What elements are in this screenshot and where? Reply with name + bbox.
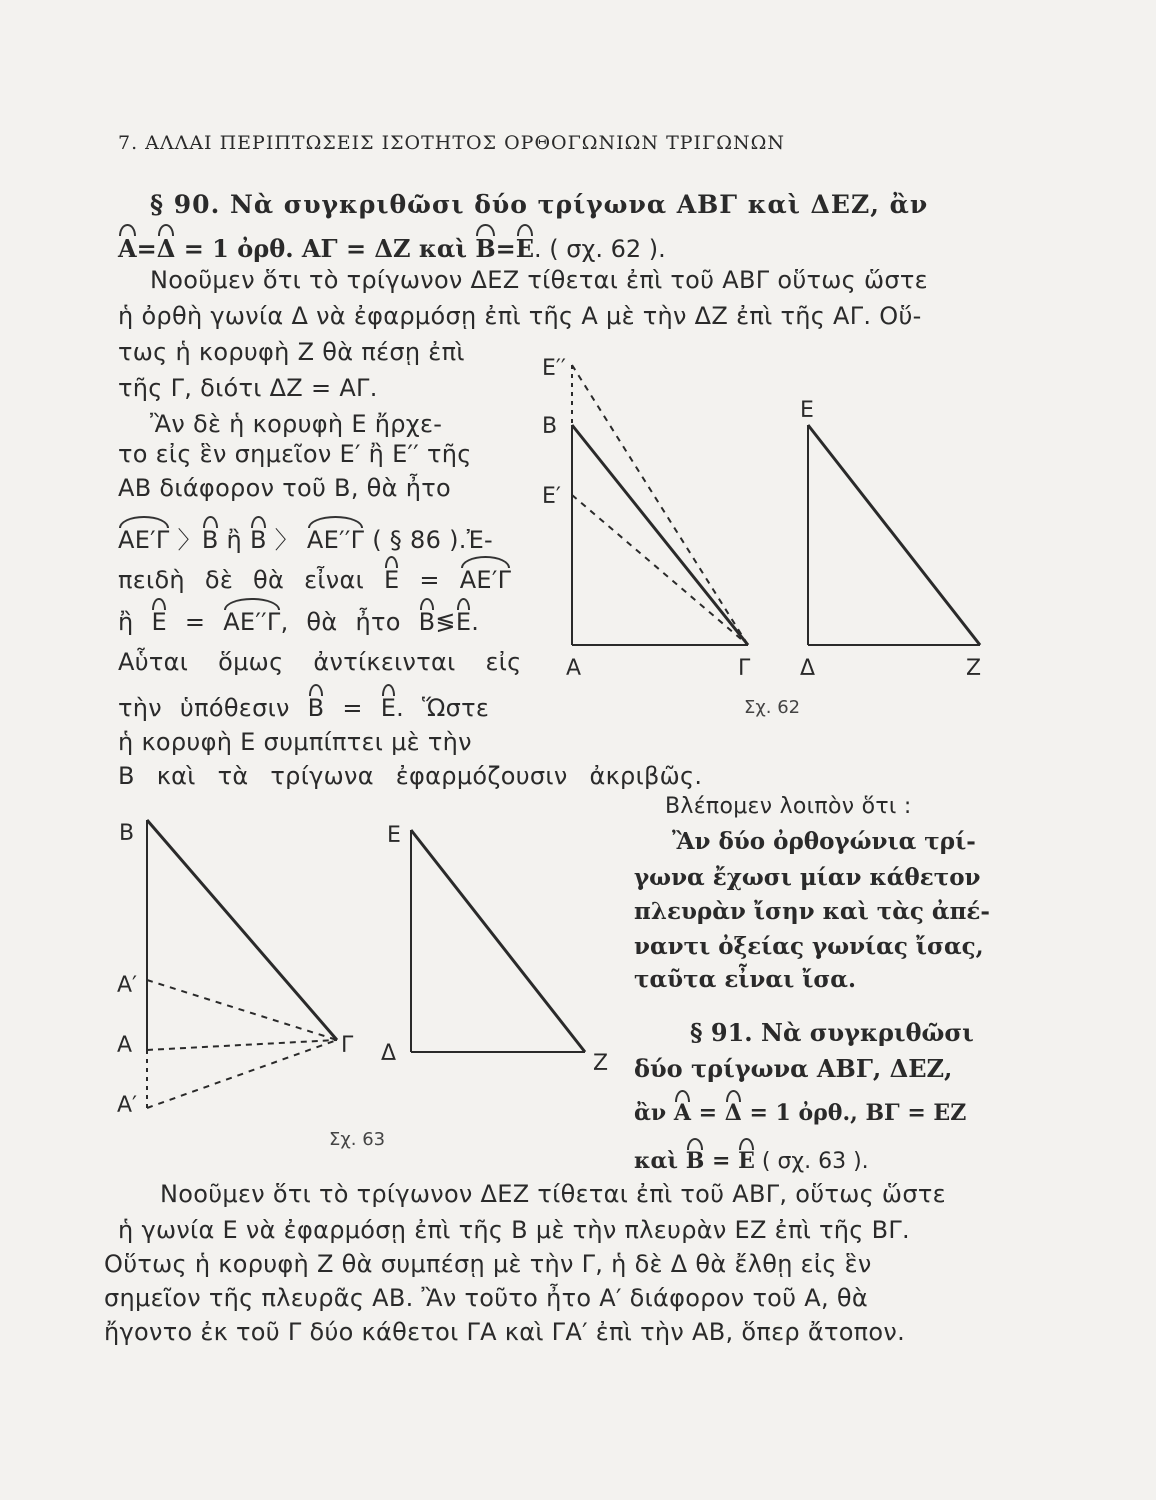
- rule-line: ταῦτα εἶναι ἴσα.: [634, 966, 857, 993]
- s91-body-line: Οὕτως ἡ κορυφὴ Ζ θὰ συμπέσῃ μὲ τὴν Γ, ἡ δὲ Δ θὰ ἔλθῃ εἰς ἓν: [104, 1250, 872, 1278]
- s90-line: [118, 566, 511, 594]
- text: , θὰ ἦτο: [280, 608, 401, 636]
- angle-A: Α: [118, 234, 137, 263]
- angle-E: Ε: [515, 234, 535, 263]
- fig63-side-BG: [147, 820, 337, 1040]
- s90-line: Ἂν δὲ ἡ κορυφὴ Ε ἤρχε-: [150, 410, 443, 438]
- s91-title: § 91. Νὰ συγκριθῶσι: [690, 1018, 974, 1047]
- angle-E: Ε: [151, 608, 167, 636]
- text: ἂν: [634, 1100, 674, 1126]
- fig63-caption: Σχ. 63: [329, 1129, 386, 1150]
- angle-A: Α: [673, 1100, 691, 1126]
- fig62-label: Γ: [738, 656, 751, 681]
- fig62-side-BG: [572, 425, 748, 645]
- angle: ΑΕ′Γ: [118, 526, 170, 554]
- angle-E: Ε: [455, 608, 472, 636]
- s91-condition: [634, 1148, 869, 1174]
- eq: =: [166, 608, 224, 636]
- fig63-label: Δ: [381, 1041, 397, 1066]
- fig62-label: Α: [566, 656, 582, 681]
- fig63-dashed-A2G: [147, 1040, 337, 1108]
- text: πειδὴ δὲ θὰ εἶναι: [118, 566, 365, 594]
- s90-line: Β καὶ τὰ τρίγωνα ἐφαρμόζουσιν ἀκριβῶς.: [118, 762, 703, 790]
- figure-63: [105, 810, 625, 1160]
- figure-62: [530, 345, 1000, 725]
- eq: =: [704, 1148, 739, 1174]
- fig62-label: Ε′: [542, 484, 561, 509]
- fig63-label: Α′: [117, 1093, 138, 1118]
- fig62-label: Β: [542, 414, 558, 439]
- fig63-label: Ε: [387, 823, 401, 848]
- text: . Ὥστε: [396, 694, 490, 722]
- or: ἢ: [218, 526, 250, 554]
- section-heading: 7. ΑΛΛΑΙ ΠΕΡΙΠΤΩΣΕΙΣ ΙΣΟΤΗΤΟΣ ΟΡΘΟΓΩΝΙΩΝ ΤΡΙΓΩΝΩΝ: [118, 132, 785, 154]
- angle-B: Β: [685, 1148, 705, 1174]
- gt: 〉: [266, 526, 307, 554]
- eq: =: [495, 234, 516, 263]
- fig62-dashed-E2: [572, 365, 748, 645]
- angle-E: Ε: [383, 566, 400, 594]
- angle-B: Β: [418, 608, 436, 636]
- rule-line: Ἂν δύο ὀρθογώνια τρί-: [672, 828, 976, 855]
- fig-ref: . ( σχ. 62 ).: [534, 235, 666, 263]
- fig62-side-EZ: [808, 425, 980, 645]
- s91-body-line: ἤγοντο ἐκ τοῦ Γ δύο κάθετοι ΓΑ καὶ ΓΑ′ ἐπὶ τὴν ΑΒ, ὅπερ ἄτοπον.: [104, 1318, 906, 1346]
- fig62-label: Ζ: [966, 656, 982, 681]
- angle: ΑΕ′′Γ: [223, 608, 281, 636]
- rule-line: ναντι ὀξείας γωνίας ἴσας,: [634, 933, 984, 960]
- fig63-side-EZ: [411, 830, 585, 1052]
- ref: ( § 86 ).Ἐ-: [364, 526, 494, 554]
- angle-B: Β: [249, 526, 267, 554]
- fig63-label: Β: [119, 821, 135, 846]
- fig63-label: Α′: [117, 973, 138, 998]
- eq: =: [690, 1100, 725, 1126]
- angle: ΑΕ′Γ: [459, 566, 512, 594]
- cond-rest: = 1 ὀρθ. ΑΓ = ΔΖ καὶ: [183, 234, 467, 263]
- s90-line: ΑΒ διάφορον τοῦ Β, θὰ ἦτο: [118, 474, 451, 502]
- le-ge: ≶: [435, 608, 456, 636]
- fig63-dashed-A1G: [147, 980, 337, 1040]
- s90-line: ἡ ὀρθὴ γωνία Δ νὰ ἐφαρμόσῃ ἐπὶ τῆς Α μὲ τὴν ΔΖ ἐπὶ τῆς ΑΓ. Οὕ-: [118, 302, 922, 330]
- fig62-label: Ε: [800, 398, 814, 423]
- angle: ΑΕ′′Γ: [306, 526, 365, 554]
- eq: =: [136, 234, 157, 263]
- s90-line: Νοοῦμεν ὅτι τὸ τρίγωνον ΔΕΖ τίθεται ἐπὶ τοῦ ΑΒΓ οὕτως ὥστε: [150, 266, 928, 294]
- s90-line: τῆς Γ, διότι ΔΖ = ΑΓ.: [118, 374, 378, 402]
- gt: 〉: [169, 526, 202, 554]
- angle-E: Ε: [738, 1148, 755, 1174]
- s91-condition: [634, 1100, 966, 1126]
- rule-line: γωνα ἔχωσι μίαν κάθετον: [634, 864, 981, 891]
- angle-B: Β: [201, 526, 219, 554]
- fig63-label: Γ: [341, 1033, 354, 1058]
- s90-inequality: [118, 520, 493, 555]
- fig62-dashed-E1: [572, 495, 748, 645]
- rule-intro: Βλέπομεν λοιπὸν ὅτι :: [665, 794, 912, 819]
- text: ἢ: [118, 608, 134, 636]
- dot: .: [471, 608, 480, 636]
- s90-condition: [118, 234, 666, 263]
- fig63-dashed-AG: [147, 1040, 337, 1050]
- angle-E: Ε: [380, 694, 397, 722]
- rule-line: πλευρὰν ἴσην καὶ τὰς ἀπέ-: [634, 898, 990, 925]
- s90-title: § 90. Νὰ συγκριθῶσι δύο τρίγωνα ΑΒΓ καὶ ΔΕΖ, ἂν: [150, 190, 929, 219]
- angle-D: Δ: [156, 234, 176, 263]
- eq: =: [324, 694, 381, 722]
- s90-line: το εἰς ἓν σημεῖον Ε′ ἢ Ε′′ τῆς: [118, 440, 472, 468]
- s90-line: [118, 608, 479, 636]
- fig63-label: Α: [117, 1033, 133, 1058]
- s91-body-line: ἡ γωνία Ε νὰ ἐφαρμόσῃ ἐπὶ τῆς Β μὲ τὴν πλευρὰν ΕΖ ἐπὶ τῆς ΒΓ.: [118, 1216, 910, 1244]
- fig62-label: Δ: [800, 656, 816, 681]
- s90-line: τως ἡ κορυφὴ Ζ θὰ πέσῃ ἐπὶ: [118, 338, 465, 366]
- fig62-caption: Σχ. 62: [744, 697, 801, 718]
- angle-B: Β: [475, 234, 496, 263]
- text: καὶ: [634, 1148, 686, 1174]
- s90-line: Αὗται ὅμως ἀντίκεινται εἰς: [118, 648, 522, 676]
- text: τὴν ὑπόθεσιν: [118, 694, 290, 722]
- s91-body-line: Νοοῦμεν ὅτι τὸ τρίγωνον ΔΕΖ τίθεται ἐπὶ τοῦ ΑΒΓ, οὕτως ὥστε: [160, 1180, 946, 1208]
- s91-body-line: σημεῖον τῆς πλευρᾶς ΑΒ. Ἂν τοῦτο ἦτο Α′ διάφορον τοῦ Α, θὰ: [104, 1284, 868, 1312]
- fig62-label: Ε′′: [542, 356, 566, 381]
- s90-line: [118, 694, 489, 722]
- fig-ref: ( σχ. 63 ).: [754, 1149, 869, 1174]
- angle-D: Δ: [724, 1100, 742, 1126]
- eq: =: [399, 566, 460, 594]
- s91-line: δύο τρίγωνα ΑΒΓ, ΔΕΖ,: [634, 1054, 953, 1083]
- text: = 1 ὀρθ., ΒΓ = ΕΖ: [741, 1100, 967, 1126]
- fig63-label: Ζ: [593, 1051, 609, 1076]
- s90-line: ἡ κορυφὴ Ε συμπίπτει μὲ τὴν: [118, 728, 472, 756]
- angle-B: Β: [307, 694, 325, 722]
